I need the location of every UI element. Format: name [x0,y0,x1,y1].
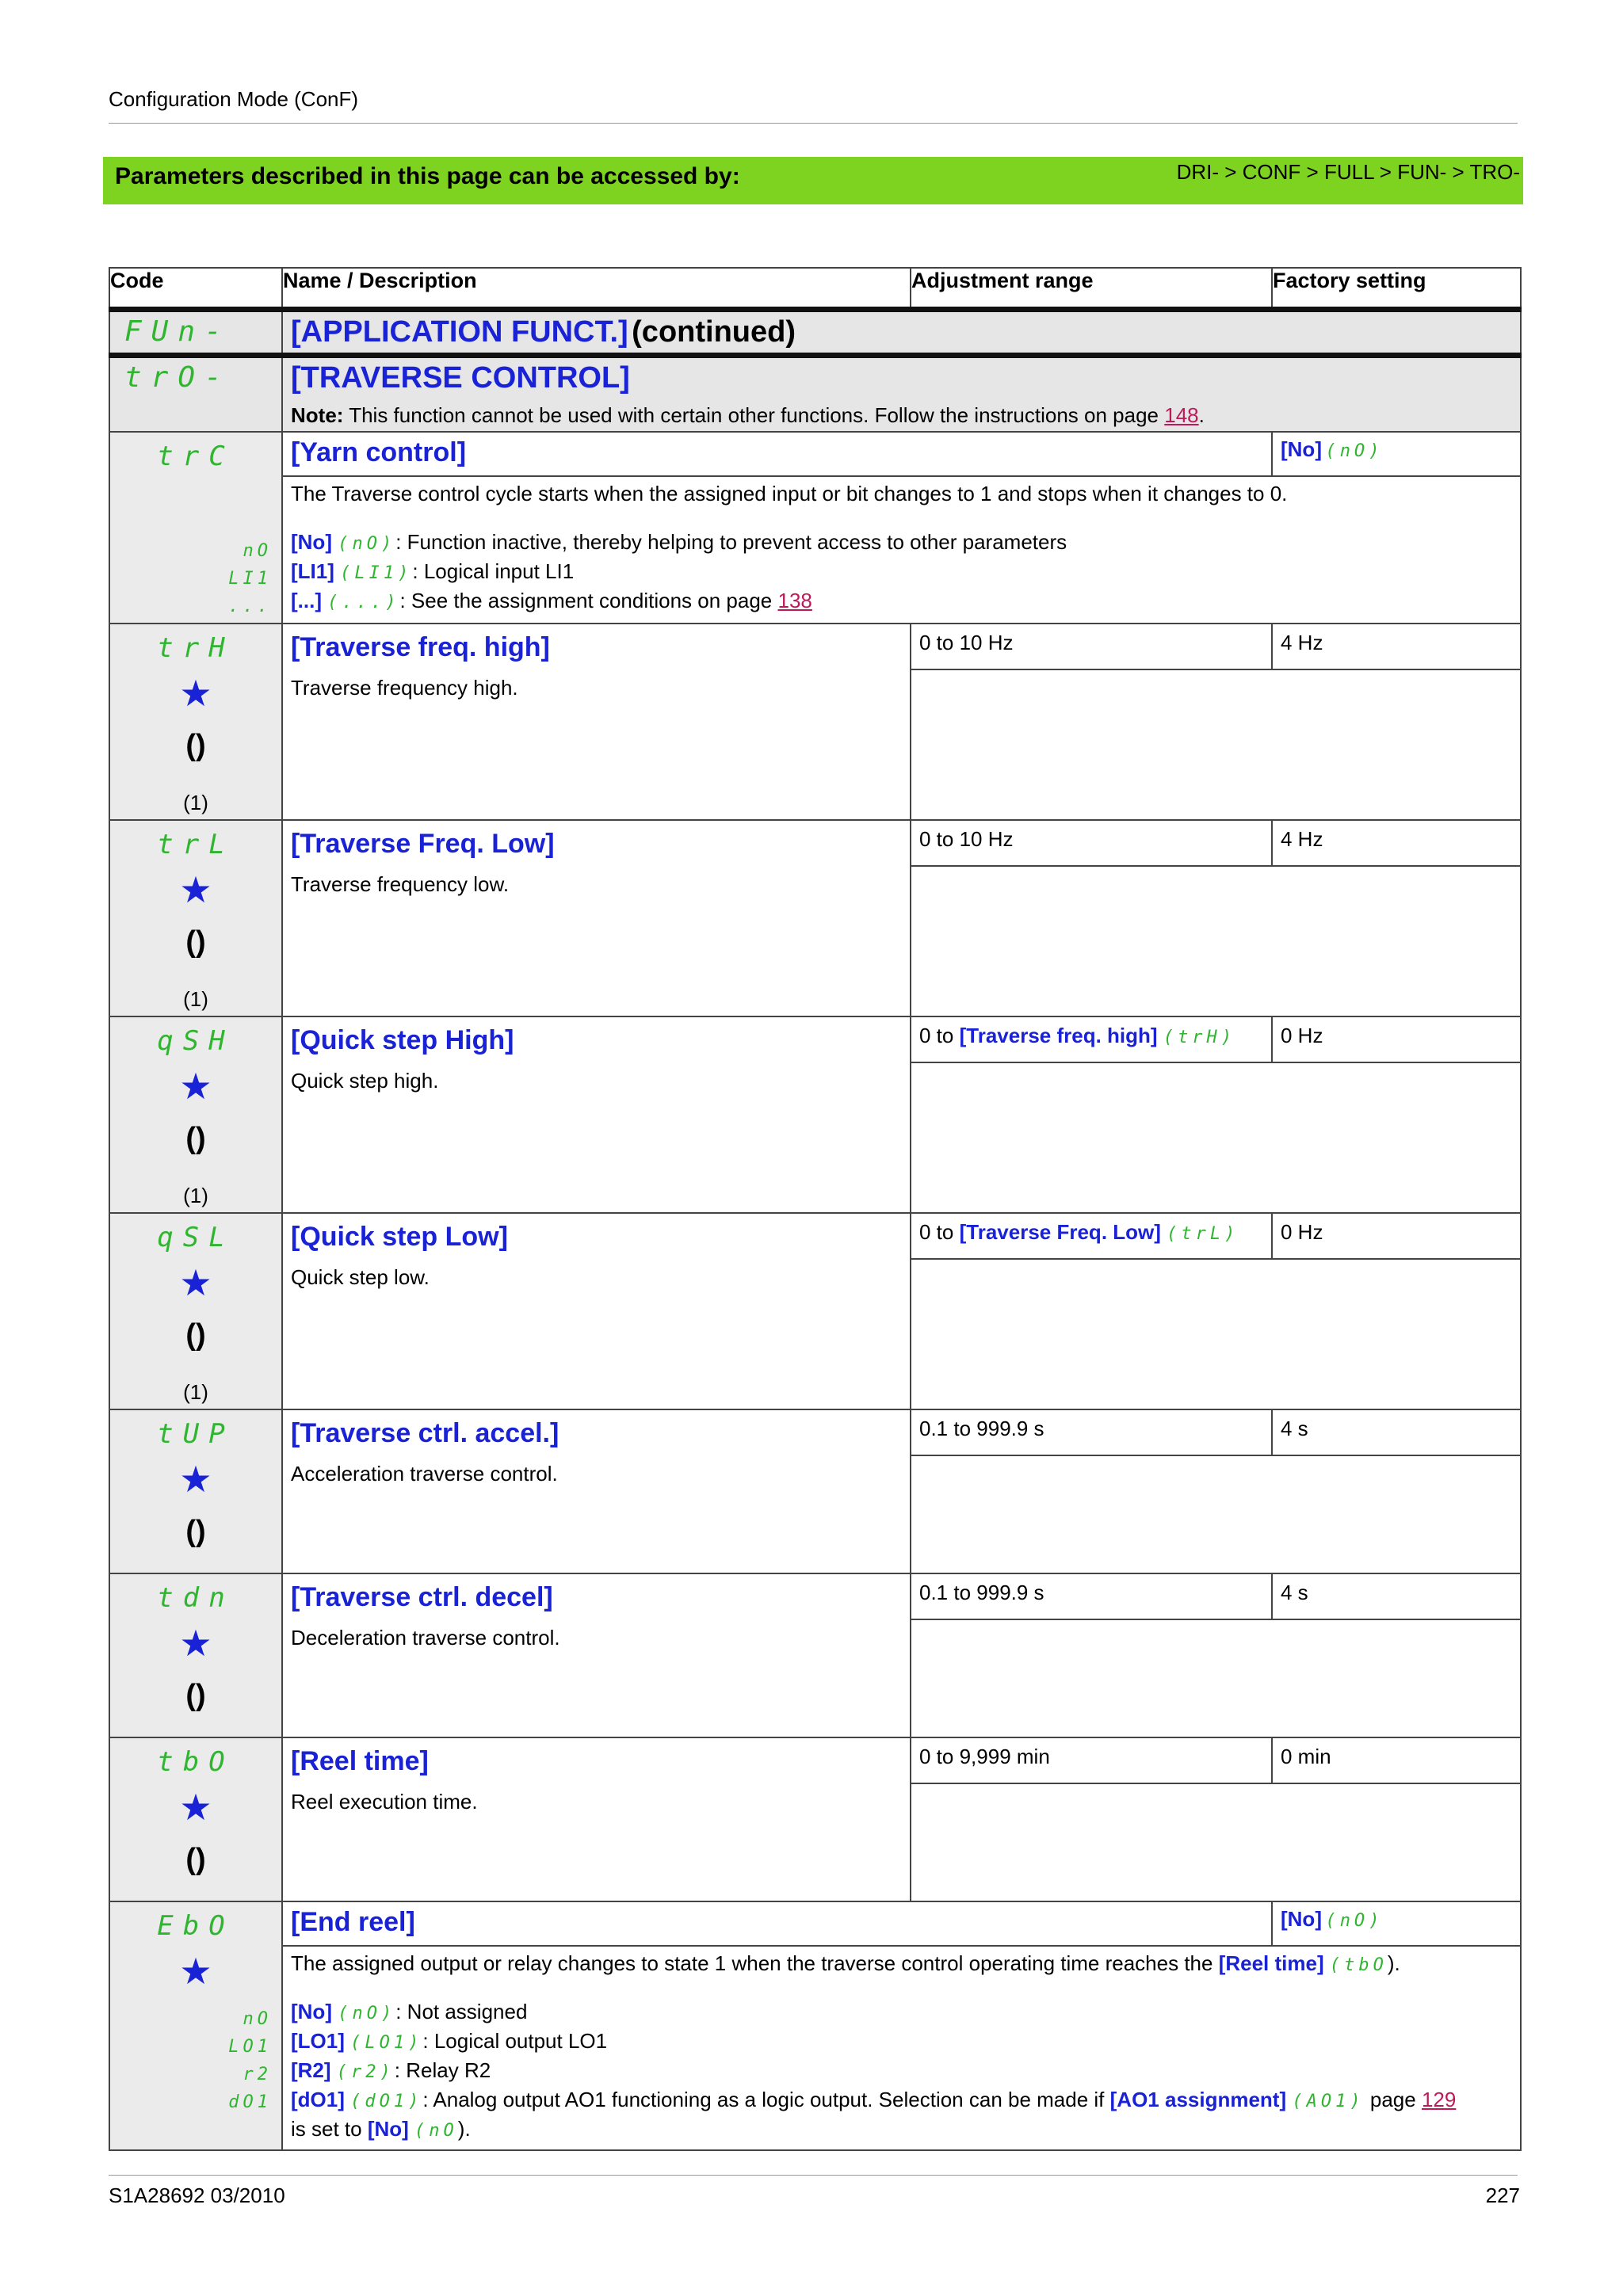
param-code-qsl: qSL [157,1221,235,1253]
param-row-tup [109,1409,1521,1573]
param-desc-trc [109,476,1521,624]
param-desc-tbo: Reel execution time. [291,1789,478,1814]
param-desc-qsh: Quick step high. [291,1068,439,1093]
param-row-qsh [109,1016,1521,1213]
option-line: [LO1] (LO1): Logical output LO1 [291,2028,608,2053]
option-code: nO [242,2008,272,2029]
param-name-tdn: [Traverse ctrl. decel] [291,1581,553,1612]
cycle-icon: () [185,1121,206,1155]
param-code-tdn: tdn [157,1581,235,1614]
option-line: [No] (nO): Not assigned [291,1999,528,2023]
param-desc-qsl: Quick step low. [291,1264,430,1289]
param-code-trl: trL [157,828,235,860]
param-code-tbo: tbO [157,1745,235,1778]
col-header-code: Code [109,268,282,309]
param-desc-tup: Acceleration traverse control. [291,1461,558,1486]
cycle-icon: () [185,1318,206,1352]
factory-trc: [No] [1281,437,1322,461]
param-name-tbo: [Reel time] [291,1745,429,1776]
option-line: [dO1] (dO1): Analog output AO1 functioning as a logic output. Selection can be made if [AO1 assignment] (AO1) page 129 [291,2087,1457,2111]
footnote-ref: (1) [183,1379,208,1404]
section-code-fun: FUn- [124,315,231,348]
factory-qsl: 0 Hz [1281,1219,1323,1244]
option-line-continued: is set to [No] (nO). [291,2116,471,2141]
option-line: [...] (...): See the assignment conditions on page 138 [291,588,812,612]
param-name-tup: [Traverse ctrl. accel.] [291,1417,559,1448]
cycle-icon: () [185,1842,206,1876]
param-code-ebo: EbO [157,1909,235,1942]
param-row-tbo [109,1737,1521,1901]
page-link[interactable]: 138 [777,588,812,612]
param-row-ebo: EbO ★ nO LO1 r2 dO1 [End reel] [No] (nO) [109,1901,1521,1946]
note-page-link[interactable]: 148 [1164,402,1199,427]
section-title-tro: [TRAVERSE CONTROL] [291,360,630,395]
param-name-trc: [Yarn control] [291,437,467,467]
param-name-trl: [Traverse Freq. Low] [291,828,555,859]
param-code-trh: trH [157,631,235,664]
range-trh: 0 to 10 Hz [919,630,1014,654]
footnote-ref: (1) [183,1183,208,1207]
star-icon: ★ [179,1065,212,1107]
access-title: Parameters described in this page can be accessed by: [115,163,740,189]
param-desc-trl: Traverse frequency low. [291,871,510,896]
col-header-factory: Factory setting [1272,268,1521,309]
option-code: ... [228,596,272,616]
section-title-fun: [APPLICATION FUNCT.] [291,315,628,349]
col-header-name: Name / Description [282,268,911,309]
cycle-icon: () [185,1678,206,1712]
param-row-trl [109,820,1521,1016]
param-name-qsl: [Quick step Low] [291,1221,508,1252]
parameter-table [109,267,1522,2151]
page-number: 227 [1485,2183,1520,2207]
cycle-icon: () [185,925,206,959]
access-path: DRI- > CONF > FULL > FUN- > TRO- [1176,160,1520,184]
range-tbo: 0 to 9,999 min [919,1744,1050,1768]
col-header-range: Adjustment range [911,268,1272,309]
star-icon: ★ [179,1950,212,1992]
factory-tdn: 4 s [1281,1580,1308,1604]
star-icon: ★ [179,1458,212,1500]
param-row-trc: trC nO LI1 ... [Yarn control] [No] (nO) [109,432,1521,476]
page-header: Configuration Mode (ConF) [109,87,359,111]
option-line: [LI1] (LI1): Logical input LI1 [291,559,575,583]
param-row-tdn [109,1573,1521,1737]
param-row-trh [109,624,1521,820]
param-desc-text: The Traverse control cycle starts when the assigned input or bit changes to 1 and stops when it changes to 0. [291,481,1288,505]
option-code: nO [242,540,272,561]
option-code: r2 [242,2064,272,2084]
factory-code-trc: nO [1339,441,1369,461]
range-tup: 0.1 to 999.9 s [919,1416,1044,1440]
param-code-trc: trC [157,440,235,472]
page-link[interactable]: 129 [1421,2087,1457,2111]
footer-doc-ref: S1A28692 03/2010 [109,2183,285,2207]
range-qsl: 0 to [Traverse Freq. Low] (trL) [919,1219,1239,1244]
note-end: . [1198,402,1205,427]
cycle-icon: () [185,1514,206,1548]
param-name-trh: [Traverse freq. high] [291,631,550,662]
param-code-tup: tUP [157,1417,235,1450]
star-icon: ★ [179,1786,212,1828]
footer-divider [109,2175,1518,2176]
param-row-qsl [109,1213,1521,1409]
factory-ebo: [No] [1281,1906,1322,1931]
cycle-icon: () [185,728,206,762]
star-icon: ★ [179,1261,212,1303]
table-header-row [109,268,1521,309]
section-code-tro: trO- [124,360,231,394]
param-desc-trh: Traverse frequency high. [291,675,518,700]
param-desc-ebo [109,1946,1521,2150]
factory-tbo: 0 min [1281,1744,1331,1768]
range-trl: 0 to 10 Hz [919,826,1014,851]
factory-code-ebo: nO [1339,1910,1369,1931]
section-row-fun [109,309,1521,355]
star-icon: ★ [179,868,212,910]
note-text: This function cannot be used with certain other functions. Follow the instructions on page [349,402,1159,427]
factory-trl: 4 Hz [1281,826,1323,851]
section-row-tro [109,355,1521,432]
range-tdn: 0.1 to 999.9 s [919,1580,1044,1604]
factory-qsh: 0 Hz [1281,1023,1323,1047]
option-code: LO1 [228,2036,272,2057]
range-qsh: 0 to [Traverse freq. high] (trH) [919,1023,1236,1047]
footnote-ref: (1) [183,986,208,1011]
option-code: dO1 [228,2092,272,2112]
param-code-qsh: qSH [157,1024,235,1057]
star-icon: ★ [179,1622,212,1664]
option-line: [R2] (r2): Relay R2 [291,2058,491,2082]
factory-trh: 4 Hz [1281,630,1323,654]
option-line: [No] (nO): Function inactive, thereby helping to prevent access to other parameters [291,529,1067,554]
section-suffix: (continued) [632,315,796,349]
star-icon: ★ [179,672,212,714]
param-name-ebo: [End reel] [291,1906,415,1937]
header-divider [109,123,1518,124]
param-name-qsh: [Quick step High] [291,1024,514,1055]
footnote-ref: (1) [183,790,208,814]
note-label: Note: [291,402,344,427]
option-code: LI1 [228,568,272,589]
access-bar [103,157,1523,204]
param-desc-tdn: Deceleration traverse control. [291,1625,560,1650]
param-desc-text: The assigned output or relay changes to state 1 when the traverse control operating time reaches the [Reel time] (tbO). [291,1951,1400,1975]
factory-tup: 4 s [1281,1416,1308,1440]
